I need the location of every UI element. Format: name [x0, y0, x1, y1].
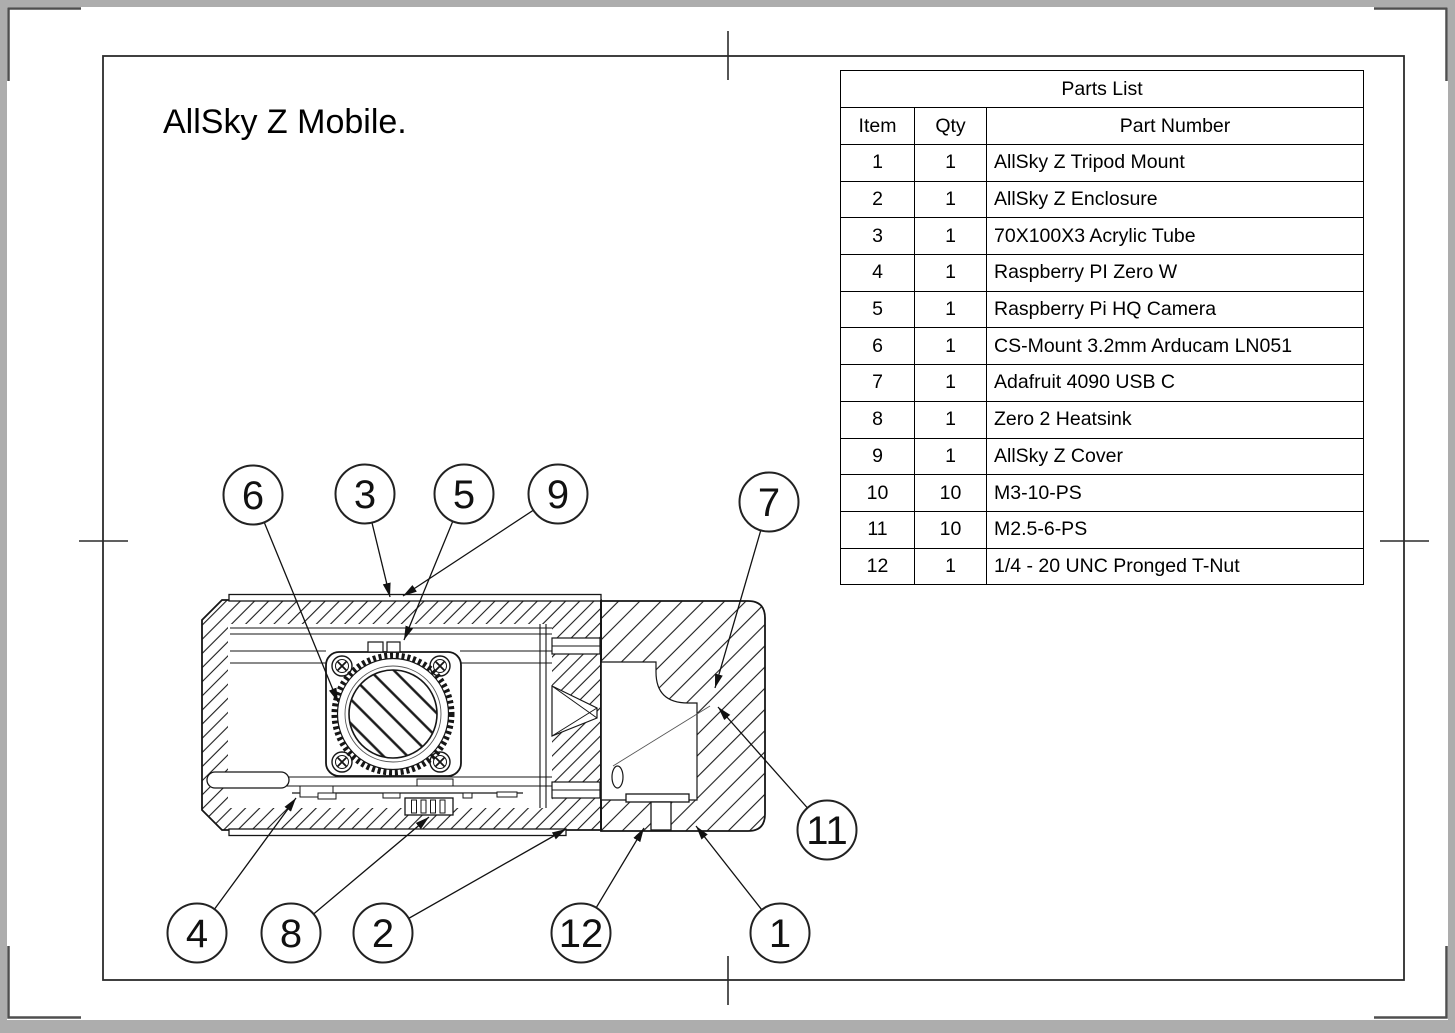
balloon-label: 11 [806, 809, 848, 853]
cell-item: 5 [841, 291, 915, 328]
col-header-part-number: Part Number [987, 108, 1364, 145]
cell-qty: 1 [915, 401, 987, 438]
cell-qty: 1 [915, 181, 987, 218]
cell-qty: 1 [915, 365, 987, 402]
enclosure-section [202, 595, 601, 836]
corner-bracket-bottom-left [9, 946, 82, 1018]
callout-balloon-2 [354, 904, 413, 963]
balloon-label: 7 [757, 481, 781, 525]
cell-item: 11 [841, 511, 915, 548]
callout-balloon-1 [751, 904, 810, 963]
cell-qty: 1 [915, 255, 987, 292]
callout-balloon-6 [224, 466, 283, 525]
callout-balloon-11 [798, 801, 857, 860]
cell-qty: 10 [915, 511, 987, 548]
col-header-item: Item [841, 108, 915, 145]
balloon-label: 9 [546, 473, 570, 517]
cell-part: AllSky Z Cover [987, 438, 1364, 475]
cell-item: 12 [841, 548, 915, 585]
balloon-label: 2 [371, 912, 395, 956]
corner-bracket-top-left [9, 9, 82, 82]
cell-item: 6 [841, 328, 915, 365]
cover-slot [207, 772, 289, 788]
table-row [841, 291, 1364, 328]
cell-part: CS-Mount 3.2mm Arducam LN051 [987, 328, 1364, 365]
cell-qty: 1 [915, 438, 987, 475]
callout-balloon-3 [336, 465, 395, 524]
parts-table-caption-row [841, 71, 1364, 108]
cell-part: 1/4 - 20 UNC Pronged T-Nut [987, 548, 1364, 585]
cover-lip-top [229, 595, 601, 602]
cell-item: 2 [841, 181, 915, 218]
cell-item: 8 [841, 401, 915, 438]
corner-bracket-bottom-right [1374, 946, 1447, 1018]
table-row [841, 328, 1364, 365]
cover-lip-bottom [229, 829, 566, 836]
cell-item: 1 [841, 145, 915, 182]
cell-qty: 1 [915, 328, 987, 365]
parts-table [840, 70, 1364, 585]
table-row [841, 218, 1364, 255]
cell-qty: 1 [915, 218, 987, 255]
balloon-label: 8 [279, 912, 303, 956]
balloon-label: 12 [558, 912, 604, 956]
cell-part: M2.5-6-PS [987, 511, 1364, 548]
section-view [168, 0, 857, 963]
cell-qty: 1 [915, 291, 987, 328]
heatsink-fins [405, 798, 453, 815]
cell-part: Adafruit 4090 USB C [987, 365, 1364, 402]
camera-tab-left [368, 642, 383, 652]
parts-table-caption: Parts List [841, 71, 1364, 108]
table-row [841, 181, 1364, 218]
cell-qty: 1 [915, 145, 987, 182]
lens-hatched [349, 670, 437, 758]
camera-tab-right [387, 642, 400, 652]
cell-part: Raspberry Pi HQ Camera [987, 291, 1364, 328]
callout-balloon-9 [529, 465, 588, 524]
callout-balloon-5 [435, 465, 494, 524]
cell-part: AllSky Z Enclosure [987, 181, 1364, 218]
table-row [841, 255, 1364, 292]
cell-qty: 10 [915, 475, 987, 512]
cell-item: 7 [841, 365, 915, 402]
balloon-label: 3 [353, 473, 377, 517]
parts-table-header-row [841, 108, 1364, 145]
table-row [841, 475, 1364, 512]
table-row [841, 511, 1364, 548]
cell-qty: 1 [915, 548, 987, 585]
callout-balloon-4 [168, 904, 227, 963]
balloon-label: 5 [452, 473, 476, 517]
table-row [841, 145, 1364, 182]
cable-hole [612, 766, 623, 788]
cell-part: M3-10-PS [987, 475, 1364, 512]
page-title: AllSky Z Mobile. [163, 103, 407, 141]
balloon-label: 1 [768, 912, 792, 956]
table-row [841, 401, 1364, 438]
callout-leader-2 [383, 829, 566, 933]
cell-part: Zero 2 Heatsink [987, 401, 1364, 438]
cell-item: 4 [841, 255, 915, 292]
table-row [841, 438, 1364, 475]
col-header-qty: Qty [915, 108, 987, 145]
callout-balloon-12 [552, 904, 611, 963]
table-row [841, 365, 1364, 402]
cell-part: AllSky Z Tripod Mount [987, 145, 1364, 182]
cell-item: 3 [841, 218, 915, 255]
cell-part: 70X100X3 Acrylic Tube [987, 218, 1364, 255]
callout-balloon-8 [262, 904, 321, 963]
cell-item: 9 [841, 438, 915, 475]
balloon-label: 4 [185, 912, 209, 956]
table-row [841, 548, 1364, 585]
corner-bracket-top-right [1374, 9, 1447, 82]
tripod-mount-section [601, 0, 765, 831]
callout-balloon-7 [740, 473, 799, 532]
cell-item: 10 [841, 475, 915, 512]
balloon-label: 6 [241, 474, 265, 518]
cell-part: Raspberry PI Zero W [987, 255, 1364, 292]
